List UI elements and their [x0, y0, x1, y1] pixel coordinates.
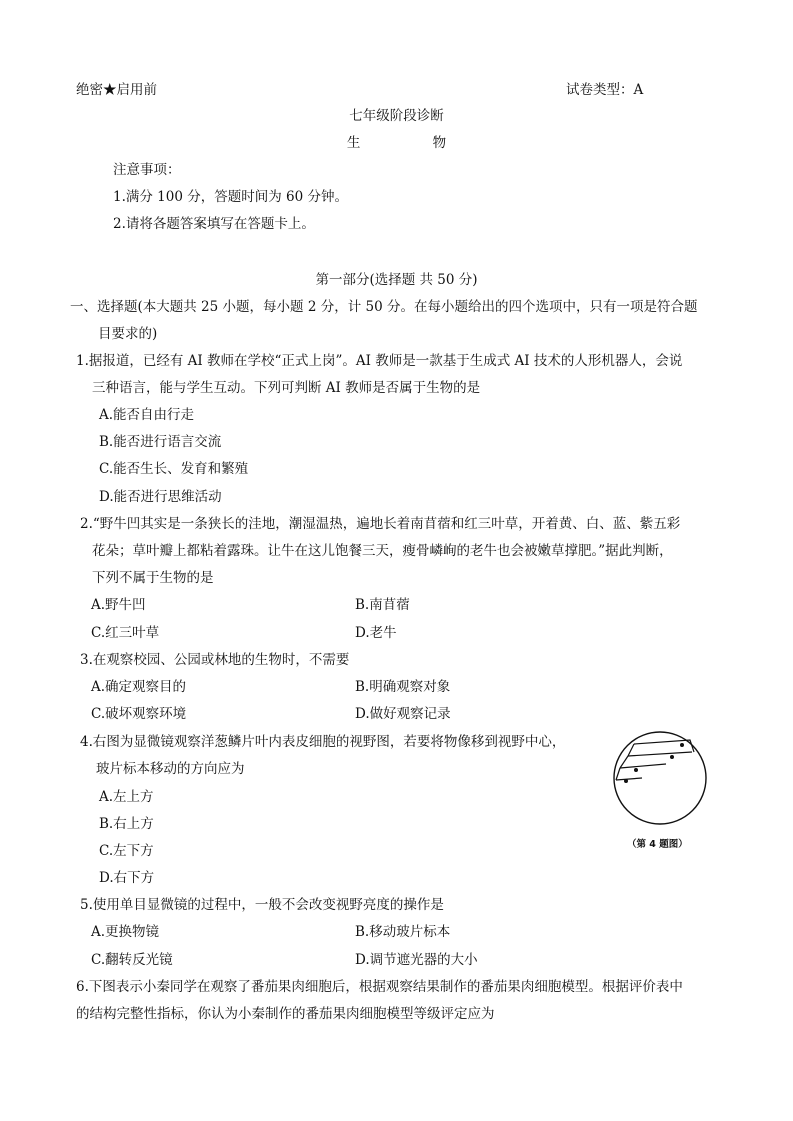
- question-stem: 5.使用单目显微镜的过程中，一般不会改变视野亮度的操作是: [80, 897, 444, 913]
- option: B.右上方: [99, 816, 154, 832]
- question-stem: 3.在观察校园、公园或林地的生物时，不需要: [80, 652, 350, 668]
- section-instruction: 一、选择题(本大题共 25 小题，每小题 2 分，计 50 分。在每小题给出的四个选项中，只有一项是符合题: [70, 299, 698, 315]
- option: C.翻转反光镜: [91, 952, 173, 968]
- option: A.更换物镜: [91, 924, 160, 940]
- option: A.能否自由行走: [99, 407, 195, 423]
- question-stem: 下列不属于生物的是: [92, 570, 214, 586]
- exam-title: 七年级阶段诊断: [349, 108, 444, 124]
- option: C.左下方: [99, 843, 154, 859]
- option: A.野牛凹: [91, 597, 146, 613]
- option: A.确定观察目的: [91, 679, 187, 695]
- section-instruction: 目要求的): [98, 326, 158, 342]
- paper-type-label: 试卷类型：A: [566, 82, 644, 98]
- option: B.南苜蓿: [355, 597, 410, 613]
- figure-caption: （第 4 题图）: [627, 839, 688, 850]
- note-item: 1.满分 100 分，答题时间为 60 分钟。: [113, 189, 348, 205]
- section-title: 第一部分(选择题 共 50 分): [315, 272, 478, 288]
- option: B.移动玻片标本: [355, 924, 451, 940]
- option: A.左上方: [99, 789, 154, 805]
- option: D.老牛: [355, 625, 397, 641]
- question-stem: 2.“野牛凹其实是一条狭长的洼地，潮湿温热，遍地长着南苜蓿和红三叶草，开着黄、白、蓝、紫五彩: [80, 516, 681, 532]
- question-stem: 6.下图表示小秦同学在观察了番茄果肉细胞后，根据观察结果制作的番茄果肉细胞模型。根据评价表中: [76, 979, 683, 995]
- option: B.能否进行语言交流: [99, 434, 222, 450]
- question-stem: 三种语言，能与学生互动。下列可判断 AI 教师是否属于生物的是: [92, 380, 481, 396]
- cell-nuclei: [624, 743, 684, 783]
- option: C.破坏观察环境: [91, 706, 187, 722]
- option: D.右下方: [99, 870, 155, 886]
- question-stem: 玻片标本移动的方向应为: [96, 761, 245, 777]
- question-stem: 的结构完整性指标，你认为小秦制作的番茄果肉细胞模型等级评定应为: [76, 1006, 495, 1022]
- option: C.能否生长、发育和繁殖: [99, 461, 249, 477]
- notes-heading: 注意事项：: [113, 162, 181, 178]
- question-stem: 4.右图为显微镜观察洋葱鳞片叶内表皮细胞的视野图，若要将物像移到视野中心，: [80, 734, 566, 750]
- question-stem: 花朵；草叶瓣上都粘着露珠。让牛在这儿饱餐三天，瘦骨嶙峋的老牛也会被嫩草撑肥。”据此判断，: [92, 543, 673, 559]
- option: D.做好观察记录: [355, 706, 451, 722]
- microscope-field-figure: [606, 728, 716, 832]
- option: D.能否进行思维活动: [99, 489, 222, 505]
- subject-title: 生 物: [346, 135, 481, 151]
- option: B.明确观察对象: [355, 679, 451, 695]
- option: C.红三叶草: [91, 625, 160, 641]
- secrecy-label: 绝密★启用前: [76, 82, 157, 98]
- question-stem: 1.据报道，已经有 AI 教师在学校“正式上岗”。AI 教师是一款基于生成式 AI 技术的人形机器人，会说: [76, 353, 683, 369]
- note-item: 2.请将各题答案填写在答题卡上。: [113, 216, 315, 232]
- option: D.调节遮光器的大小: [355, 952, 478, 968]
